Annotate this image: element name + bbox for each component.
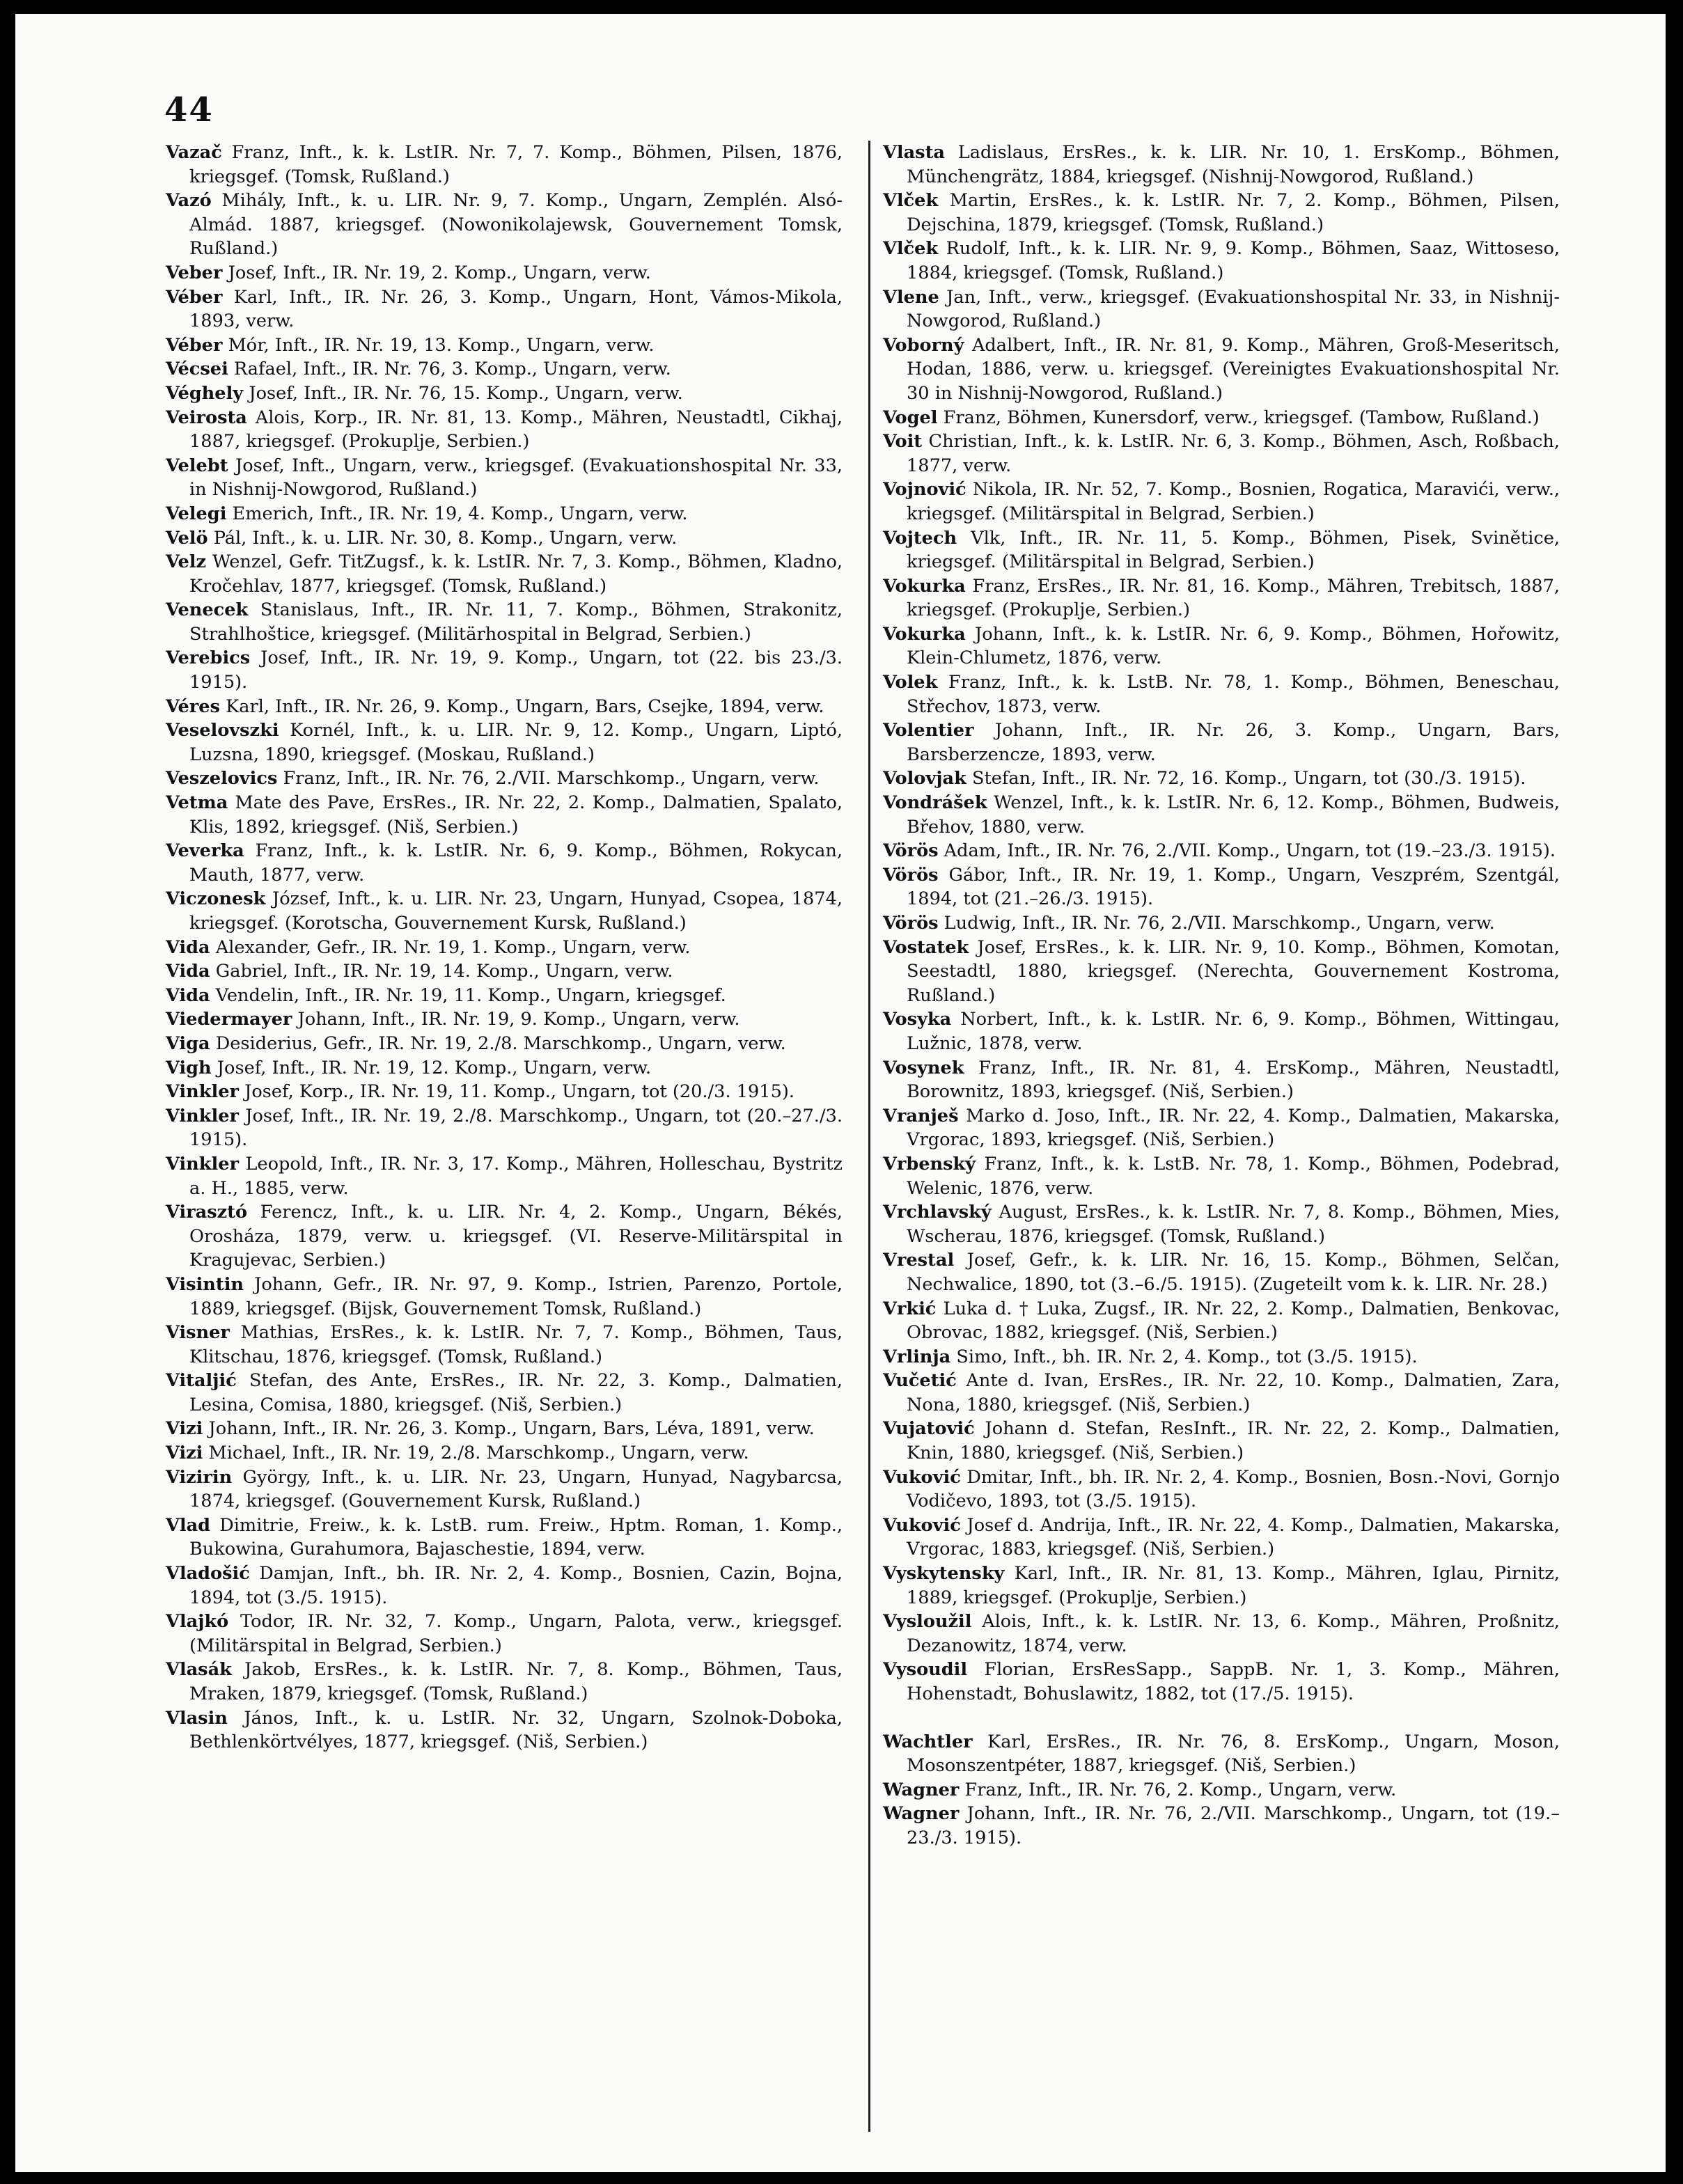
register-entry xyxy=(883,911,1560,936)
entry-surname: Véber xyxy=(166,334,223,356)
entry-details: Kornél, Inft., k. u. LIR. Nr. 9, 12. Komp., Ungarn, Liptó, Luzsna, 1890, kriegsgef. (Moskau, Rußland.) xyxy=(189,720,843,765)
entry-surname: Vida xyxy=(166,984,210,1006)
register-entry xyxy=(166,1007,843,1032)
entry-details: Simo, Inft., bh. IR. Nr. 2, 4. Komp., tot (3./5. 1915). xyxy=(950,1346,1418,1367)
entry-details: Johann, Inft., IR. Nr. 26, 3. Komp., Ungarn, Bars, Léva, 1891, verw. xyxy=(203,1418,815,1440)
register-entry xyxy=(883,718,1560,767)
entry-surname: Vizi xyxy=(166,1418,203,1440)
register-entry xyxy=(166,1706,843,1754)
register-entry xyxy=(883,237,1560,285)
entry-surname: Vostatek xyxy=(883,936,969,958)
register-entry xyxy=(883,1345,1560,1369)
entry-surname: Vazač xyxy=(166,142,222,163)
entry-surname: Veverka xyxy=(166,840,244,862)
entry-details: Adam, Inft., IR. Nr. 76, 2./VII. Komp., Ungarn, tot (19.–23./3. 1915). xyxy=(938,840,1556,862)
entry-surname: Vlene xyxy=(883,286,939,308)
entry-details: Wenzel, Gefr. TitZugsf., k. k. LstIR. Nr. 7, 3. Komp., Böhmen, Kladno, Kročehlav, 1877, kriegsgef. (Tomsk, Rußland.) xyxy=(189,551,843,597)
register-entry xyxy=(883,1104,1560,1152)
right-column xyxy=(883,141,1560,1851)
entry-surname: Vlček xyxy=(883,190,939,212)
entry-details: Pál, Inft., k. u. LIR. Nr. 30, 8. Komp., Ungarn, verw. xyxy=(208,527,678,549)
register-entry xyxy=(166,1610,843,1658)
entry-details: Josef d. Andrija, Inft., IR. Nr. 22, 4. Komp., Dalmatien, Makarska, Vrgorac, 1883, kriegsgef. (Niš, Serbien.) xyxy=(907,1514,1560,1560)
entry-surname: Vetma xyxy=(166,792,228,814)
register-entry xyxy=(883,526,1560,574)
entry-details: Josef, Korp., IR. Nr. 19, 11. Komp., Ungarn, tot (20./3. 1915). xyxy=(238,1081,794,1103)
register-entry xyxy=(166,1056,843,1081)
entry-surname: Vosyka xyxy=(883,1009,952,1030)
register-entry xyxy=(883,333,1560,406)
entry-surname: Vlček xyxy=(883,238,939,260)
register-entry xyxy=(166,984,843,1008)
entry-surname: Vučetić xyxy=(883,1370,957,1392)
entry-surname: Wagner xyxy=(883,1779,960,1800)
entry-details: Franz, Inft., k. k. LstIR. Nr. 7, 7. Komp., Böhmen, Pilsen, 1876, kriegsgef. (Tomsk, Rußland.) xyxy=(189,142,843,187)
register-entry xyxy=(166,1032,843,1056)
entry-surname: Vizirin xyxy=(166,1466,233,1488)
entry-surname: Vrlinja xyxy=(883,1346,951,1367)
register-entry xyxy=(883,863,1560,911)
register-entry xyxy=(166,1417,843,1441)
entry-surname: Vörös xyxy=(883,840,939,862)
entry-details: Franz, Inft., k. k. LstIR. Nr. 6, 9. Komp., Böhmen, Rokycan, Mauth, 1877, verw. xyxy=(189,840,843,886)
entry-details: Josef, Inft., IR. Nr. 19, 2. Komp., Ungarn, verw. xyxy=(222,262,651,283)
register-entry xyxy=(166,791,843,839)
entry-details: Dimitrie, Freiw., k. k. LstB. rum. Freiw., Hptm. Roman, 1. Komp., Bukowina, Gurahumora, Bajaschestie, 1894, verw. xyxy=(189,1514,843,1560)
entry-details: Vendelin, Inft., IR. Nr. 19, 11. Komp., Ungarn, kriegsgef. xyxy=(210,984,726,1006)
entry-details: Stanislaus, Inft., IR. Nr. 11, 7. Komp., Böhmen, Strakonitz, Strahlhoštice, kriegsgef. (Militärhospital in Belgrad, Serbien.) xyxy=(189,599,843,645)
register-entry xyxy=(166,646,843,694)
register-entry xyxy=(883,767,1560,791)
register-entry xyxy=(166,1466,843,1514)
entry-details: Marko d. Joso, Inft., IR. Nr. 22, 4. Komp., Dalmatien, Makarska, Vrgorac, 1893, kriegsgef. (Niš, Serbien.) xyxy=(907,1105,1560,1151)
register-entry xyxy=(883,285,1560,333)
register-entry xyxy=(166,598,843,646)
register-entry xyxy=(166,1152,843,1200)
entry-surname: Vuković xyxy=(883,1514,961,1536)
entry-surname: Verebics xyxy=(166,647,251,669)
register-entry xyxy=(166,839,843,887)
register-entry xyxy=(883,1248,1560,1296)
entry-surname: Vondrášek xyxy=(883,792,987,814)
register-entry xyxy=(883,141,1560,189)
entry-surname: Véghely xyxy=(166,382,244,404)
register-entry xyxy=(166,1369,843,1417)
entry-surname: Viedermayer xyxy=(166,1009,292,1030)
column-divider xyxy=(868,141,870,2132)
entry-details: Vlk, Inft., IR. Nr. 11, 5. Komp., Böhmen, Pisek, Svinětice, kriegsgef. (Militärspital in Belgrad, Serbien.) xyxy=(907,527,1560,573)
entry-details: Franz, ErsRes., IR. Nr. 81, 16. Komp., Mähren, Trebitsch, 1887, kriegsgef. (Prokuplje, Serbien.) xyxy=(907,575,1560,621)
entry-details: Ante d. Ivan, ErsRes., IR. Nr. 22, 10. Komp., Dalmatien, Zara, Nona, 1880, kriegsgef. (Niš, Serbien.) xyxy=(907,1370,1560,1415)
entry-surname: Vécsei xyxy=(166,359,228,380)
entry-details: Ferencz, Inft., k. u. LIR. Nr. 4, 2. Komp., Ungarn, Békés, Orosháza, 1879, verw. u. kriegsgef. (VI. Reserve-Militärspital in Kragujevac, Serbien.) xyxy=(189,1202,843,1271)
register-entry xyxy=(883,1730,1560,1778)
entry-surname: Vlad xyxy=(166,1514,211,1536)
entry-surname: Veszelovics xyxy=(166,768,278,789)
register-entry xyxy=(883,406,1560,430)
entry-details: Luka d. † Luka, Zugsf., IR. Nr. 22, 2. Komp., Dalmatien, Benkovac, Obrovac, 1882, kriegsgef. (Niš, Serbien.) xyxy=(907,1298,1560,1344)
page-number: 44 xyxy=(164,91,214,129)
register-entry xyxy=(883,622,1560,670)
entry-details: Franz, Böhmen, Kunersdorf, verw., kriegsgef. (Tambow, Rußland.) xyxy=(937,407,1540,428)
register-entry xyxy=(166,1514,843,1562)
register-entry xyxy=(883,1778,1560,1802)
entry-surname: Velegi xyxy=(166,503,227,524)
register-entry xyxy=(883,574,1560,622)
register-entry xyxy=(166,526,843,551)
entry-surname: Velebt xyxy=(166,455,228,476)
register-entry xyxy=(883,1200,1560,1248)
register-entry xyxy=(883,791,1560,839)
entry-surname: Vogel xyxy=(883,407,938,428)
entry-surname: Vlajkó xyxy=(166,1611,229,1633)
entry-surname: Vyskytensky xyxy=(883,1563,1005,1585)
entry-surname: Vrkić xyxy=(883,1298,937,1319)
entry-details: Dmitar, Inft., bh. IR. Nr. 2, 4. Komp., Bosnien, Bosn.-Novi, Gornjo Vodičevo, 1893, tot (3./5. 1915). xyxy=(907,1466,1560,1512)
register-entry xyxy=(166,1658,843,1706)
register-entry xyxy=(166,1441,843,1466)
entry-details: Rafael, Inft., IR. Nr. 76, 3. Komp., Ungarn, verw. xyxy=(228,359,671,380)
entry-surname: Véber xyxy=(166,286,223,308)
entry-surname: Vojnović xyxy=(883,479,966,501)
entry-surname: Vrestal xyxy=(883,1250,955,1271)
entry-details: August, ErsRes., k. k. LstIR. Nr. 7, 8. Komp., Böhmen, Mies, Wscherau, 1876, kriegsgef. (Tomsk, Rußland.) xyxy=(907,1202,1560,1247)
register-entry xyxy=(166,887,843,935)
entry-surname: Wachtler xyxy=(883,1731,973,1752)
entry-surname: Visner xyxy=(166,1322,230,1344)
entry-surname: Vizi xyxy=(166,1443,203,1464)
entry-surname: Vranješ xyxy=(883,1105,959,1126)
entry-details: Norbert, Inft., k. k. LstIR. Nr. 6, 9. Komp., Böhmen, Wittingau, Lužnic, 1878, verw. xyxy=(907,1009,1560,1054)
register-entry xyxy=(166,1080,843,1104)
entry-surname: Vazó xyxy=(166,190,212,212)
entry-surname: Vida xyxy=(166,961,210,982)
entry-details: Johann, Inft., IR. Nr. 76, 2./VII. Marschkomp., Ungarn, tot (19.–23./3. 1915). xyxy=(907,1803,1560,1848)
entry-surname: Vida xyxy=(166,936,210,958)
entry-details: Johann, Inft., IR. Nr. 19, 9. Komp., Ungarn, verw. xyxy=(292,1009,740,1030)
register-entry xyxy=(883,430,1560,478)
register-entry xyxy=(166,357,843,382)
entry-surname: Venecek xyxy=(166,599,249,621)
register-entry xyxy=(883,1658,1560,1706)
entry-details: György, Inft., k. u. LIR. Nr. 23, Ungarn, Hunyad, Nagybarcsa, 1874, kriegsgef. (Gouvernement Kursk, Rußland.) xyxy=(189,1466,843,1512)
entry-surname: Visintin xyxy=(166,1273,244,1295)
register-entry xyxy=(883,670,1560,718)
entry-details: Franz, Inft., IR. Nr. 81, 4. ErsKomp., Mähren, Neustadtl, Borownitz, 1893, kriegsgef. (Niš, Serbien.) xyxy=(907,1057,1560,1103)
entry-details: Mór, Inft., IR. Nr. 19, 13. Komp., Ungarn, verw. xyxy=(222,334,655,356)
register-entry xyxy=(883,1802,1560,1850)
entry-details: Johann, Inft., IR. Nr. 26, 3. Komp., Ungarn, Bars, Barsberzencze, 1893, verw. xyxy=(907,720,1560,765)
entry-details: Johann, Gefr., IR. Nr. 97, 9. Komp., Istrien, Parenzo, Portole, 1889, kriegsgef. (Bijsk, Gouvernement Tomsk, Rußland.) xyxy=(189,1273,843,1319)
entry-details: Karl, Inft., IR. Nr. 26, 9. Komp., Ungarn, Bars, Csejke, 1894, verw. xyxy=(219,696,824,717)
entry-details: Alexander, Gefr., IR. Nr. 19, 1. Komp., Ungarn, verw. xyxy=(210,936,691,958)
register-entry xyxy=(166,382,843,406)
entry-details: Mate des Pave, ErsRes., IR. Nr. 22, 2. Komp., Dalmatien, Spalato, Klis, 1892, kriegsgef. (Niš, Serbien.) xyxy=(189,792,843,838)
entry-details: Alois, Inft., k. k. LstIR. Nr. 13, 6. Komp., Mähren, Proßnitz, Dezanowitz, 1874, verw. xyxy=(907,1611,1560,1656)
register-entry xyxy=(166,695,843,719)
entry-surname: Vigh xyxy=(166,1057,212,1078)
entry-surname: Vinkler xyxy=(166,1105,239,1126)
entry-details: Josef, Inft., IR. Nr. 19, 2./8. Marschkomp., Ungarn, tot (20.–27./3. 1915). xyxy=(189,1105,843,1151)
register-entry xyxy=(883,1610,1560,1658)
entry-details: Ladislaus, ErsRes., k. k. LIR. Nr. 10, 1. ErsKomp., Böhmen, Münchengrätz, 1884, kriegsgef. (Nishnij-Nowgorod, Rußland.) xyxy=(907,142,1560,187)
entry-details: Alois, Korp., IR. Nr. 81, 13. Komp., Mähren, Neustadtl, Cikhaj, 1887, kriegsgef. (Prokuplje, Serbien.) xyxy=(189,407,843,453)
entry-surname: Viga xyxy=(166,1032,210,1054)
register-entry xyxy=(883,1466,1560,1514)
register-entry xyxy=(166,1104,843,1152)
entry-details: Florian, ErsResSapp., SappB. Nr. 1, 3. Komp., Mähren, Hohenstadt, Bohuslawitz, 1882, tot (17./5. 1915). xyxy=(907,1659,1560,1704)
entry-surname: Voborný xyxy=(883,334,964,356)
register-entry xyxy=(883,1562,1560,1610)
entry-details: Jan, Inft., verw., kriegsgef. (Evakuationshospital Nr. 33, in Nishnij-Nowgorod, Rußland.) xyxy=(907,286,1560,332)
register-entry xyxy=(883,1369,1560,1417)
entry-details: Leopold, Inft., IR. Nr. 3, 17. Komp., Mähren, Holleschau, Bystritz a. H., 1885, verw. xyxy=(189,1153,843,1199)
register-entry xyxy=(883,1514,1560,1562)
entry-surname: Voit xyxy=(883,431,923,453)
entry-details: Stefan, des Ante, ErsRes., IR. Nr. 22, 3. Komp., Dalmatien, Lesina, Comisa, 1880, kriegsgef. (Niš, Serbien.) xyxy=(189,1370,843,1415)
entry-details: József, Inft., k. u. LIR. Nr. 23, Ungarn, Hunyad, Csopea, 1874, kriegsgef. (Korotscha, Gouvernement Kursk, Rußland.) xyxy=(189,888,843,934)
register-entry xyxy=(883,936,1560,1008)
entry-details: Nikola, IR. Nr. 52, 7. Komp., Bosnien, Rogatica, Maravići, verw., kriegsgef. (Militärspital in Belgrad, Serbien.) xyxy=(907,479,1560,524)
register-entry xyxy=(166,1200,843,1273)
entry-surname: Vojtech xyxy=(883,527,957,549)
entry-details: Franz, Inft., k. k. LstB. Nr. 78, 1. Komp., Böhmen, Podebrad, Welenic, 1876, verw. xyxy=(907,1153,1560,1199)
register-entry xyxy=(883,839,1560,863)
register-entry xyxy=(166,767,843,791)
register-entry xyxy=(166,936,843,960)
entry-details: Gabriel, Inft., IR. Nr. 19, 14. Komp., Ungarn, verw. xyxy=(210,961,673,982)
entry-surname: Veirosta xyxy=(166,407,247,428)
entry-surname: Vörös xyxy=(883,913,939,934)
register-entry xyxy=(166,959,843,984)
register-entry xyxy=(166,718,843,767)
register-entry xyxy=(883,1056,1560,1104)
entry-surname: Vladošić xyxy=(166,1563,250,1585)
register-entry xyxy=(166,1562,843,1610)
entry-surname: Vuković xyxy=(883,1466,961,1488)
entry-surname: Veselovszki xyxy=(166,720,279,741)
entry-surname: Vörös xyxy=(883,864,939,886)
entry-surname: Virasztó xyxy=(166,1202,248,1223)
register-entry xyxy=(166,550,843,598)
entry-surname: Volovjak xyxy=(883,768,966,789)
register-entry xyxy=(883,478,1560,526)
entry-details: Karl, Inft., IR. Nr. 81, 13. Komp., Mähren, Iglau, Pirnitz, 1889, kriegsgef. (Prokuplje, Serbien.) xyxy=(907,1563,1560,1608)
entry-details: Franz, Inft., k. k. LstB. Nr. 78, 1. Komp., Böhmen, Beneschau, Střechov, 1873, verw. xyxy=(907,672,1560,717)
register-entry xyxy=(166,1273,843,1321)
entry-details: Rudolf, Inft., k. k. LIR. Nr. 9, 9. Komp., Böhmen, Saaz, Wittoseso, 1884, kriegsgef. (Tomsk, Rußland.) xyxy=(907,238,1560,283)
entry-surname: Volek xyxy=(883,672,938,693)
entry-surname: Vinkler xyxy=(166,1081,239,1103)
entry-surname: Vlasin xyxy=(166,1707,228,1729)
register-entry xyxy=(166,502,843,526)
entry-details: Mathias, ErsRes., k. k. LstIR. Nr. 7, 7. Komp., Böhmen, Taus, Klitschau, 1876, kriegsgef. (Tomsk, Rußland.) xyxy=(189,1322,843,1367)
entry-surname: Wagner xyxy=(883,1803,960,1825)
entry-surname: Viczonesk xyxy=(166,888,266,910)
register-entry xyxy=(883,1297,1560,1345)
entry-surname: Vokurka xyxy=(883,623,966,645)
entry-surname: Velz xyxy=(166,551,207,573)
register-entry xyxy=(166,285,843,333)
entry-details: Franz, Inft., IR. Nr. 76, 2./VII. Marschkomp., Ungarn, verw. xyxy=(277,768,820,789)
entry-details: Josef, Inft., IR. Nr. 76, 15. Komp., Ungarn, verw. xyxy=(243,382,683,404)
entry-surname: Vinkler xyxy=(166,1153,239,1175)
register-entry xyxy=(166,141,843,189)
entry-surname: Vysoudil xyxy=(883,1659,968,1681)
entry-surname: Vrbenský xyxy=(883,1153,976,1175)
entry-details: Martin, ErsRes., k. k. LstIR. Nr. 7, 2. Komp., Böhmen, Pilsen, Dejschina, 1879, kriegsgef. (Tomsk, Rußland.) xyxy=(907,190,1560,235)
entry-surname: Volentier xyxy=(883,720,974,741)
register-entry xyxy=(883,1007,1560,1055)
entry-surname: Vlasák xyxy=(166,1659,232,1681)
entry-details: Todor, IR. Nr. 32, 7. Komp., Ungarn, Palota, verw., kriegsgef. (Militärspital in Belgrad, Serbien.) xyxy=(189,1611,843,1656)
entry-surname: Velö xyxy=(166,527,208,549)
entry-details: Josef, Inft., IR. Nr. 19, 9. Komp., Ungarn, tot (22. bis 23./3. 1915). xyxy=(189,647,843,693)
document-page xyxy=(15,14,1666,2172)
left-column xyxy=(166,141,843,1754)
register-entry xyxy=(166,1321,843,1369)
register-entry xyxy=(166,189,843,261)
entry-surname: Vujatović xyxy=(883,1418,975,1440)
entry-surname: Vokurka xyxy=(883,575,966,597)
entry-details: Josef, Inft., Ungarn, verw., kriegsgef. (Evakuationshospital Nr. 33, in Nishnij-Nowgorod, Rußland.) xyxy=(189,455,843,501)
entry-surname: Vosynek xyxy=(883,1057,964,1078)
entry-details: Wenzel, Inft., k. k. LstIR. Nr. 6, 12. Komp., Böhmen, Budweis, Břehov, 1880, verw. xyxy=(907,792,1560,838)
entry-details: Michael, Inft., IR. Nr. 19, 2./8. Marschkomp., Ungarn, verw. xyxy=(203,1443,749,1464)
entry-details: Karl, Inft., IR. Nr. 26, 3. Komp., Ungarn, Hont, Vámos-Mikola, 1893, verw. xyxy=(189,286,843,332)
entry-surname: Vrchlavský xyxy=(883,1202,992,1223)
entry-details: Karl, ErsRes., IR. Nr. 76, 8. ErsKomp., Ungarn, Moson, Mosonszentpéter, 1887, kriegsgef. (Niš, Serbien.) xyxy=(907,1731,1560,1777)
entry-surname: Véres xyxy=(166,696,220,717)
entry-surname: Vlasta xyxy=(883,142,945,163)
entry-details: Josef, Inft., IR. Nr. 19, 12. Komp., Ungarn, verw. xyxy=(211,1057,652,1078)
entry-details: Emerich, Inft., IR. Nr. 19, 4. Komp., Ungarn, verw. xyxy=(226,503,688,524)
entry-details: János, Inft., k. u. LstIR. Nr. 32, Ungarn, Szolnok-Doboka, Bethlenkörtvélyes, 1877, kriegsgef. (Niš, Serbien.) xyxy=(189,1707,843,1753)
entry-details: Jakob, ErsRes., k. k. LstIR. Nr. 7, 8. Komp., Böhmen, Taus, Mraken, 1879, kriegsgef. (Tomsk, Rußland.) xyxy=(189,1659,843,1704)
entry-details: Johann, Inft., k. k. LstIR. Nr. 6, 9. Komp., Böhmen, Hořowitz, Klein-Chlumetz, 1876, verw. xyxy=(907,623,1560,669)
entry-surname: Veber xyxy=(166,262,223,283)
entry-details: Christian, Inft., k. k. LstIR. Nr. 6, 3. Komp., Böhmen, Asch, Roßbach, 1877, verw. xyxy=(907,431,1560,476)
entry-details: Stefan, Inft., IR. Nr. 72, 16. Komp., Ungarn, tot (30./3. 1915). xyxy=(966,768,1526,789)
section-gap xyxy=(883,1706,1560,1730)
entry-details: Johann d. Stefan, ResInft., IR. Nr. 22, 2. Komp., Dalmatien, Knin, 1880, kriegsgef. (Niš, Serbien.) xyxy=(907,1418,1560,1464)
entry-details: Ludwig, Inft., IR. Nr. 76, 2./VII. Marschkomp., Ungarn, verw. xyxy=(938,913,1495,934)
register-entry xyxy=(166,454,843,502)
register-entry xyxy=(883,1152,1560,1200)
register-entry xyxy=(883,1417,1560,1465)
entry-surname: Vitaljić xyxy=(166,1370,237,1392)
register-entry xyxy=(166,333,843,358)
register-entry xyxy=(883,189,1560,237)
register-entry xyxy=(166,406,843,454)
register-entry xyxy=(166,261,843,285)
entry-details: Adalbert, Inft., IR. Nr. 81, 9. Komp., Mähren, Groß-Meseritsch, Hodan, 1886, verw. u. kriegsgef. (Vereinigtes Evakuationshospital Nr. 30 in Nishnij-Nowgorod, Rußland.) xyxy=(907,334,1560,404)
entry-details: Franz, Inft., IR. Nr. 76, 2. Komp., Ungarn, verw. xyxy=(959,1779,1397,1800)
entry-details: Gábor, Inft., IR. Nr. 19, 1. Komp., Ungarn, Veszprém, Szentgál, 1894, tot (21.–26./3. 1915). xyxy=(907,864,1560,910)
entry-details: Desiderius, Gefr., IR. Nr. 19, 2./8. Marschkomp., Ungarn, verw. xyxy=(210,1032,786,1054)
entry-details: Josef, Gefr., k. k. LIR. Nr. 16, 15. Komp., Böhmen, Selčan, Nechwalice, 1890, tot (3.–6./5. 1915). (Zugeteilt vom k. k. LIR. Nr. 28.) xyxy=(907,1250,1560,1295)
entry-details: Josef, ErsRes., k. k. LIR. Nr. 9, 10. Komp., Böhmen, Komotan, Seestadtl, 1880, kriegsgef. (Nerechta, Gouvernement Kostroma, Rußland.) xyxy=(907,936,1560,1006)
entry-details: Damjan, Inft., bh. IR. Nr. 2, 4. Komp., Bosnien, Cazin, Bojna, 1894, tot (3./5. 1915). xyxy=(189,1563,843,1608)
entry-surname: Vysloužil xyxy=(883,1611,972,1633)
entry-details: Mihály, Inft., k. u. LIR. Nr. 9, 7. Komp., Ungarn, Zemplén. Alsó-Almád. 1887, kriegsgef. (Nowonikolajewsk, Gouvernement Tomsk, Rußland.) xyxy=(189,190,843,260)
